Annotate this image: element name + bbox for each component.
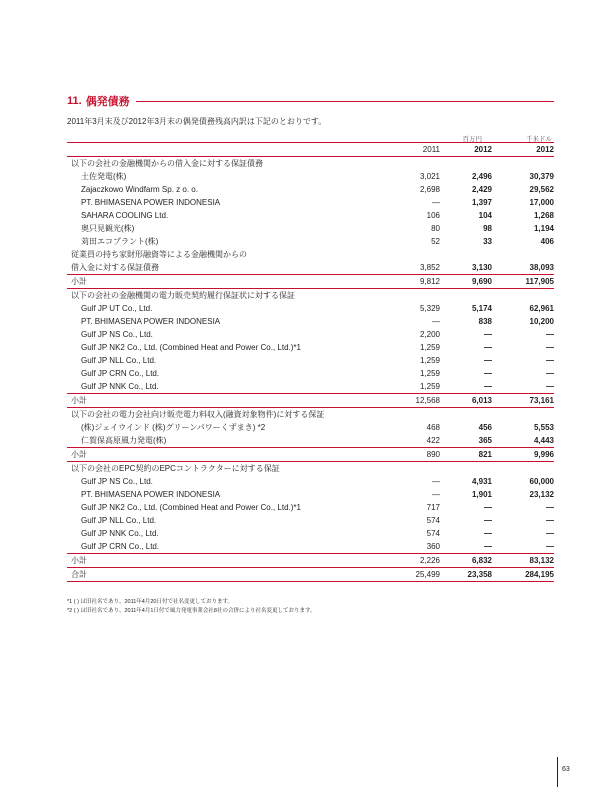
table-row [67,501,554,514]
value-2012: 6,013 [440,394,492,408]
row-label: SAHARA COOLING Ltd. [81,211,169,220]
section-row [67,157,554,171]
page-number: 63 [562,766,570,773]
value-usd-2012 [492,248,554,261]
value-2012: 23,358 [440,568,492,582]
value-2011: 1,259 [419,369,440,378]
value-2012: — [484,369,492,378]
value-2011: 52 [431,237,440,246]
value-usd-2012: — [546,516,554,525]
header-label-cell [67,143,378,157]
value-usd-2012 [492,408,554,422]
value-usd-2012: 73,161 [492,394,554,408]
value-2012 [440,289,492,303]
footnotes [67,598,316,616]
table-row [67,183,554,196]
value-2012: 2,429 [471,185,492,194]
row-label: (株)ジェイウインド (株)グリーンパワーくずまき) *2 [81,423,266,432]
row-label: 奥只見観光(株) [81,224,135,233]
value-usd-2012: 1,194 [533,224,554,233]
table-row [67,488,554,501]
value-usd-2012: 29,562 [529,185,554,194]
row-label: 以下の会社の金融機関の電力販売契約履行保証状に対する保証 [71,291,295,300]
value-2012: 6,832 [440,554,492,568]
subtotal-row [67,554,554,568]
value-2011: 2,698 [419,185,440,194]
value-usd-2012: 284,195 [492,568,554,582]
table-body [67,157,554,582]
value-usd-2012: — [546,382,554,391]
value-2011 [378,157,440,171]
value-2012: 365 [478,436,492,445]
table-row [67,434,554,448]
row-label: PT. BHIMASENA POWER INDONESIA [81,317,221,326]
section-number: 11. [67,95,82,107]
value-2011: 5,329 [419,304,440,313]
value-usd-2012: 17,000 [529,198,554,207]
value-2012: — [484,356,492,365]
value-usd-2012: — [546,343,554,352]
value-2012: 9,690 [440,275,492,289]
table-row [67,222,554,235]
value-2012: 838 [478,317,492,326]
value-usd-2012: — [546,330,554,339]
value-usd-2012: 30,379 [529,172,554,181]
value-usd-2012: — [546,529,554,538]
value-2011: 106 [426,211,440,220]
value-2011 [378,248,440,261]
unit-jpy: 百万円 [462,136,482,143]
value-2012 [440,408,492,422]
section-title: 偶発債務 [85,96,130,108]
value-2012: 3,130 [471,263,492,272]
value-usd-2012: — [546,356,554,365]
value-usd-2012: 23,132 [529,490,554,499]
value-2012: — [484,343,492,352]
row-label: Gulf JP NK2 Co., Ltd. (Combined Heat and Power Co., Ltd.)*1 [81,343,301,352]
value-2012: 2,496 [471,172,492,181]
value-2012 [440,248,492,261]
row-label: Gulf JP NS Co., Ltd. [81,330,153,339]
value-2012: — [484,542,492,551]
value-2012: — [484,382,492,391]
table-row [67,302,554,315]
value-2012: — [484,529,492,538]
value-2012: 1,901 [471,490,492,499]
header-2012: 2012 [440,143,492,157]
value-2012: 33 [483,237,492,246]
value-2012: 98 [483,224,492,233]
row-label: Gulf JP NK2 Co., Ltd. (Combined Heat and Power Co., Ltd.)*1 [81,503,301,512]
row-label: 小計 [67,448,378,462]
footnote-1: *1 ( ) は旧社名であり、2011年4月20日付で社名変更しております。 [67,599,234,605]
table-row [67,209,554,222]
section-row [67,248,554,261]
value-2011 [378,408,440,422]
section-row [67,289,554,303]
value-usd-2012: 60,000 [529,477,554,486]
value-usd-2012: — [546,503,554,512]
value-usd-2012: 5,553 [533,423,554,432]
value-2011: 468 [426,423,440,432]
value-usd-2012 [492,157,554,171]
page-number-bar [557,757,558,787]
row-label: 借入金に対する保証債務 [71,263,159,272]
row-label: 仁賀保高原風力発電(株) [81,436,167,445]
table-row [67,421,554,434]
footnote-2: *2 ( ) は旧社名であり、2011年4月1日付で風力発電事業会社8社の合併により社名変更しております。 [67,608,316,614]
value-2011: 1,259 [419,382,440,391]
table-header-row [67,143,554,157]
value-2012: — [484,516,492,525]
row-label: Gulf JP UT Co., Ltd. [81,304,153,313]
value-2011: 1,259 [419,356,440,365]
row-label: Gulf JP NLL Co., Ltd. [81,516,157,525]
value-usd-2012 [492,289,554,303]
value-2011: 2,200 [419,330,440,339]
value-2011: 9,812 [378,275,440,289]
value-2011: — [432,198,440,207]
value-usd-2012: 9,996 [492,448,554,462]
section-row [67,408,554,422]
row-label: Gulf JP NNK Co., Ltd. [81,529,159,538]
table-row [67,475,554,488]
table-row [67,235,554,248]
value-usd-2012: 117,905 [492,275,554,289]
value-2012: 104 [478,211,492,220]
row-label: Zajaczkowo Windfarm Sp. z o. o. [81,185,198,194]
section-heading [67,94,554,108]
table-row [67,367,554,380]
table-row [67,341,554,354]
value-2011: — [432,317,440,326]
header-2011: 2011 [378,143,440,157]
table-row [67,380,554,394]
total-row [67,568,554,582]
intro-text: 2011年3月末及び2012年3月末の偶発債務残高内訳は下記のとおりです。 [67,117,327,126]
table-row [67,315,554,328]
value-usd-2012: 10,200 [529,317,554,326]
table-row [67,514,554,527]
value-2012: 1,397 [471,198,492,207]
value-2011: 80 [431,224,440,233]
value-2012: 5,174 [471,304,492,313]
value-2012: — [484,330,492,339]
row-label: 土佐発電(株) [81,172,127,181]
value-2011: 574 [426,529,440,538]
value-2011: 3,021 [419,172,440,181]
value-usd-2012: 4,443 [533,436,554,445]
row-label: 合計 [67,568,378,582]
row-label: Gulf JP NS Co., Ltd. [81,477,153,486]
header-usd-2012: 2012 [492,143,554,157]
row-label: PT. BHIMASENA POWER INDONESIA [81,490,221,499]
value-2011 [378,462,440,476]
value-2011: 360 [426,542,440,551]
subtotal-row [67,394,554,408]
value-usd-2012: 62,961 [529,304,554,313]
value-2011: 2,226 [378,554,440,568]
table-row [67,540,554,554]
value-2011: 25,499 [378,568,440,582]
value-usd-2012: 83,132 [492,554,554,568]
value-2011: 12,568 [378,394,440,408]
table-row [67,527,554,540]
value-usd-2012 [492,462,554,476]
value-2011: 890 [378,448,440,462]
row-label: PT. BHIMASENA POWER INDONESIA [81,198,221,207]
value-2012: 456 [478,423,492,432]
row-label: Gulf JP CRN Co., Ltd. [81,369,160,378]
value-usd-2012: — [546,542,554,551]
value-2011: 574 [426,516,440,525]
row-label: Gulf JP NNK Co., Ltd. [81,382,159,391]
row-label: 従業員の持ち家財形融資等による金融機関からの [71,250,247,259]
unit-usd: 千米ドル [526,136,552,143]
value-usd-2012: 406 [540,237,554,246]
row-label: 以下の会社のEPC契約のEPCコントラクターに対する保証 [71,464,280,473]
row-label: 小計 [67,394,378,408]
value-2011: 717 [426,503,440,512]
row-label: 小計 [67,275,378,289]
value-2012: 821 [440,448,492,462]
subtotal-row [67,448,554,462]
value-2012: — [484,503,492,512]
table-row [67,328,554,341]
table-row [67,170,554,183]
value-2012 [440,462,492,476]
value-usd-2012: 1,268 [533,211,554,220]
value-usd-2012: — [546,369,554,378]
table-row [67,354,554,367]
value-2011: 422 [426,436,440,445]
section-row [67,462,554,476]
row-label: 苅田エコプラント(株) [81,237,159,246]
contingent-liabilities-table [67,142,554,582]
row-label: 小計 [67,554,378,568]
subtotal-row [67,275,554,289]
value-usd-2012: 38,093 [529,263,554,272]
value-2011 [378,289,440,303]
value-2011: 3,852 [419,263,440,272]
value-2012 [440,157,492,171]
row-label: Gulf JP CRN Co., Ltd. [81,542,160,551]
value-2012: 4,931 [471,477,492,486]
row-label: 以下の会社の電力会社向け販売電力料収入(融資対象物件)に対する保証 [71,410,325,419]
value-2011: 1,259 [419,343,440,352]
section-row [67,261,554,275]
value-2011: — [432,477,440,486]
value-2011: — [432,490,440,499]
heading-rule [136,101,554,102]
row-label: Gulf JP NLL Co., Ltd. [81,356,157,365]
table-row [67,196,554,209]
row-label: 以下の会社の金融機関からの借入金に対する保証債務 [71,159,263,168]
